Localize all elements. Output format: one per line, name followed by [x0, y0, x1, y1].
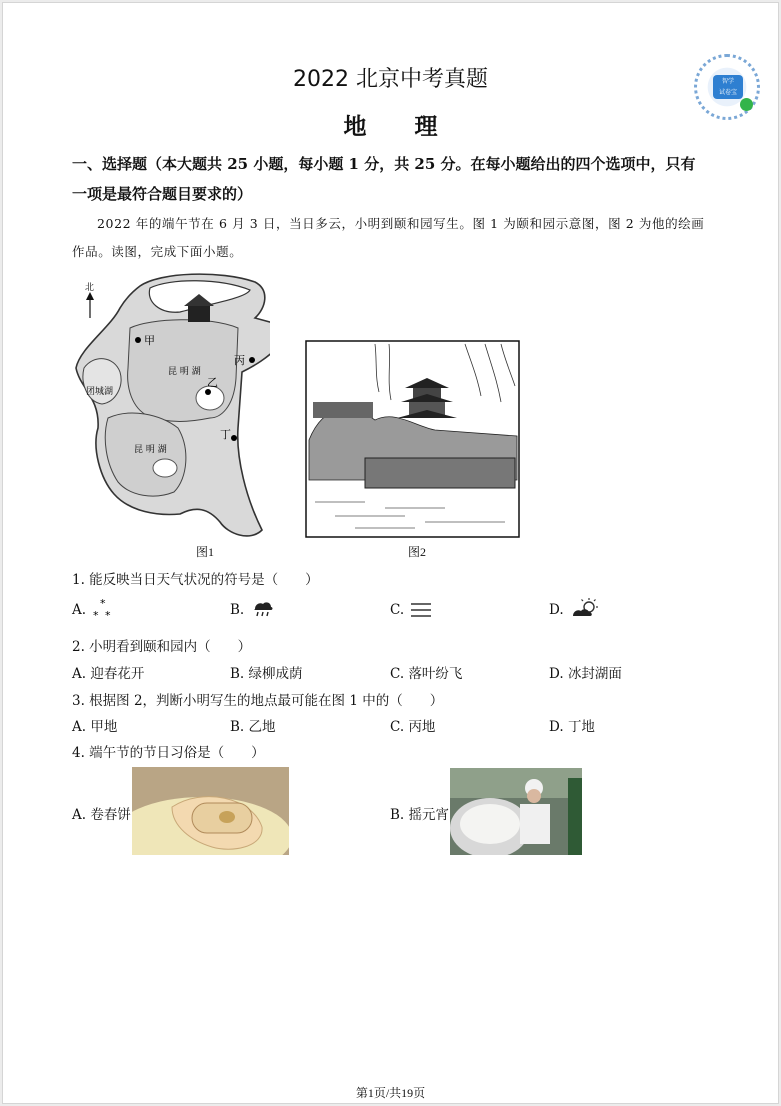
q1-option-c-letter: C. — [390, 602, 405, 618]
q2-option-d-letter: D. — [549, 666, 564, 682]
q2-option-b-letter: B. — [230, 666, 245, 682]
svg-text:*: * — [100, 597, 106, 610]
spring-roll-photo — [132, 767, 289, 855]
q1-option-a[interactable] — [72, 602, 86, 618]
q3-option-d[interactable] — [549, 715, 595, 735]
q3-option-d-text: 丁地 — [567, 719, 595, 735]
qr-label-2: 试卷宝 — [718, 89, 737, 96]
q2-option-d-text: 冰封湖面 — [567, 666, 622, 682]
q3-option-c[interactable] — [390, 715, 435, 735]
q4-option-b[interactable] — [390, 803, 449, 823]
question-4-stem: 4. 端午节的节日习俗是（ ） — [72, 745, 265, 761]
q2-option-d[interactable] — [549, 662, 622, 682]
q4-option-b-text: 摇元宵 — [408, 807, 450, 823]
q1-option-b-letter: B. — [230, 602, 245, 618]
q1-option-b[interactable] — [230, 602, 244, 618]
label-yi: 乙 — [207, 376, 218, 389]
q2-option-b-text: 绿柳成荫 — [248, 666, 303, 682]
tuancheng-lake-label: 团城湖 — [86, 387, 114, 397]
q3-option-a-text: 甲地 — [90, 719, 118, 735]
question-3-stem: 3. 根据图 2，判断小明写生的地点最可能在图 1 中的（ ） — [72, 693, 444, 709]
q1-option-d-letter: D. — [549, 602, 564, 618]
q2-option-c-text: 落叶纷飞 — [408, 666, 463, 682]
intro-line1: 2022 年的端午节在 6 月 3 日，当日多云，小明到颐和园写生。图 1 为颐和园示意图，图 2 为他的绘画 — [97, 216, 705, 231]
q2-option-c[interactable] — [390, 662, 462, 682]
q3-option-d-letter: D. — [549, 719, 564, 735]
kunming-lake-label: 昆 明 湖 — [168, 367, 201, 377]
island-south — [153, 459, 177, 477]
q1-option-c[interactable] — [390, 602, 404, 618]
svg-text:*: * — [93, 609, 99, 622]
kunming-lake-label-2: 昆 明 湖 — [134, 445, 167, 455]
q2-option-a[interactable] — [72, 662, 144, 682]
north-arrow-icon — [86, 292, 94, 318]
q2-option-c-letter: C. — [390, 666, 405, 682]
question-1-stem: 1. 能反映当日天气状况的符号是（ ） — [72, 572, 319, 588]
palace-wall — [365, 458, 515, 488]
point-jia — [135, 337, 141, 343]
label-ding: 丁 — [220, 428, 231, 441]
section-heading-line1: 一、选择题（本大题共 25 小题，每小题 1 分，共 25 分。在每小题给出的四个选项中，只有 — [72, 155, 696, 173]
island — [196, 386, 224, 410]
point-bing — [249, 357, 255, 363]
page-footer: 第1页/共19页 — [355, 1086, 426, 1100]
q3-option-c-text: 丙地 — [408, 719, 436, 735]
q2-option-b[interactable] — [230, 662, 303, 682]
subject-title: 地理 — [343, 113, 486, 140]
hall-roof — [313, 402, 373, 418]
figure2-caption: 图2 — [408, 545, 427, 559]
point-ding — [231, 435, 237, 441]
yuanxiao-photo — [450, 768, 582, 855]
q3-option-b-text: 乙地 — [248, 719, 276, 735]
q3-option-b[interactable] — [230, 715, 276, 735]
qr-label-1: 智学 — [721, 78, 734, 85]
q3-option-a-letter: A. — [72, 719, 87, 735]
rain-cloud-icon — [252, 600, 274, 618]
label-jia: 甲 — [144, 334, 155, 347]
label-bing: 丙 — [234, 354, 245, 367]
north-label: 北 — [85, 283, 95, 293]
q4-option-a[interactable] — [72, 803, 131, 823]
qr-logo-badge — [713, 75, 743, 99]
q1-option-a-letter: A. — [72, 602, 87, 618]
point-yi — [205, 389, 211, 395]
section-heading-line2: 一项是最符合题目要求的） — [72, 185, 253, 203]
wechat-mini-program-icon — [740, 98, 753, 111]
figure2-drawing — [305, 340, 520, 538]
q4-option-a-text: 卷春饼 — [90, 807, 131, 823]
q2-option-a-letter: A. — [72, 666, 87, 682]
figure1-caption: 图1 — [196, 545, 215, 559]
q4-option-a-letter: A. — [72, 807, 87, 823]
q4-option-b-letter: B. — [390, 807, 405, 823]
q3-option-b-letter: B. — [230, 719, 245, 735]
svg-text:*: * — [105, 609, 111, 622]
fog-icon — [410, 601, 432, 619]
snow-icon — [92, 597, 116, 623]
q1-option-d[interactable] — [549, 602, 564, 618]
exam-title: 2022 北京中考真题 — [293, 67, 488, 92]
question-2-stem: 2. 小明看到颐和园内（ ） — [72, 639, 252, 655]
intro-line2: 作品。读图，完成下面小题。 — [72, 244, 243, 259]
q2-option-a-text: 迎春花开 — [90, 666, 145, 682]
qr-logo[interactable] — [694, 54, 760, 120]
partly-cloudy-icon — [571, 598, 599, 620]
q3-option-a[interactable] — [72, 715, 117, 735]
q3-option-c-letter: C. — [390, 719, 405, 735]
figure1-map — [70, 268, 270, 544]
